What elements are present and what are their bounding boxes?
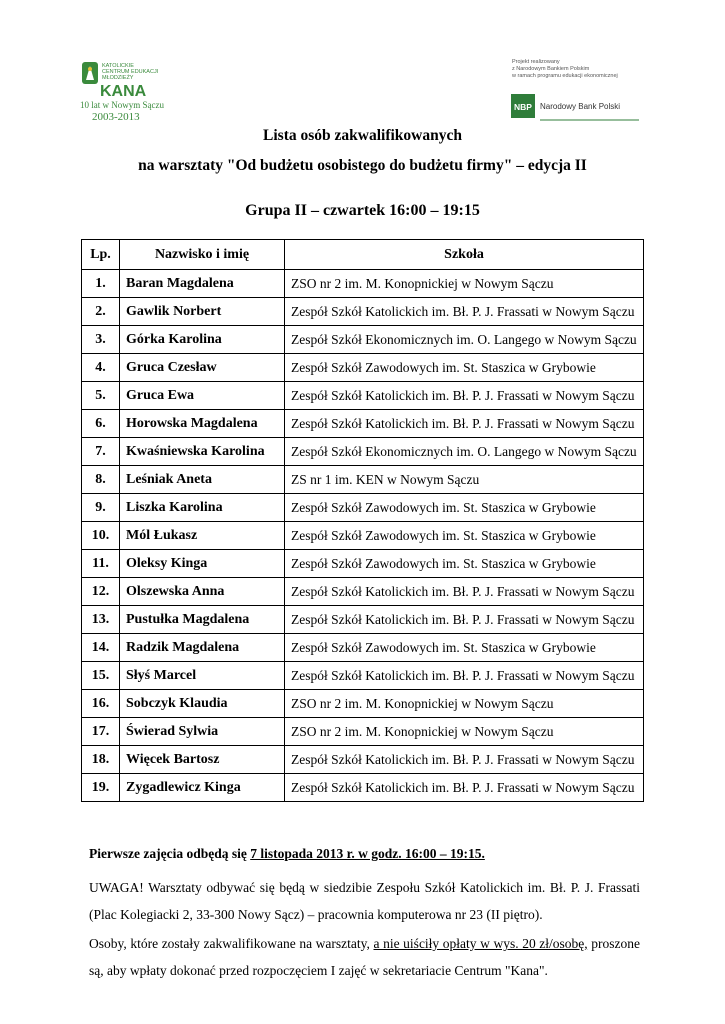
- row-school: Zespół Szkół Katolickich im. Bł. P. J. Frassati w Nowym Sączu: [285, 662, 644, 690]
- logo-years-text: 10 lat w Nowym Sączu: [80, 100, 164, 110]
- row-name: Liszka Karolina: [120, 494, 285, 522]
- table-body: [82, 270, 644, 802]
- row-school: ZSO nr 2 im. M. Konopnickiej w Nowym Sączu: [285, 690, 644, 718]
- participants-table: [81, 239, 644, 802]
- nbp-bank-name: Narodowy Bank Polski: [540, 102, 621, 111]
- row-lp: 13.: [82, 606, 120, 634]
- table-row: [82, 746, 644, 774]
- row-school: ZSO nr 2 im. M. Konopnickiej w Nowym Sączu: [285, 718, 644, 746]
- row-school: Zespół Szkół Katolickich im. Bł. P. J. Frassati w Nowym Sączu: [285, 298, 644, 326]
- table-header-row: [82, 240, 644, 270]
- row-lp: 8.: [82, 466, 120, 494]
- row-name: Świerad Sylwia: [120, 718, 285, 746]
- row-name: Gawlik Norbert: [120, 298, 285, 326]
- kana-emblem-icon: [80, 58, 175, 124]
- row-school: Zespół Szkół Zawodowych im. St. Staszica w Grybowie: [285, 522, 644, 550]
- row-school: ZSO nr 2 im. M. Konopnickiej w Nowym Sączu: [285, 270, 644, 298]
- row-lp: 2.: [82, 298, 120, 326]
- table-row: [82, 578, 644, 606]
- row-lp: 18.: [82, 746, 120, 774]
- table-row: [82, 354, 644, 382]
- row-name: Leśniak Aneta: [120, 466, 285, 494]
- table-row: [82, 494, 644, 522]
- row-school: Zespół Szkół Katolickich im. Bł. P. J. Frassati w Nowym Sączu: [285, 382, 644, 410]
- column-header-lp: Lp.: [82, 240, 120, 270]
- table-row: [82, 382, 644, 410]
- row-name: Pustułka Magdalena: [120, 606, 285, 634]
- row-name: Sobczyk Klaudia: [120, 690, 285, 718]
- row-lp: 17.: [82, 718, 120, 746]
- table-row: [82, 466, 644, 494]
- document-subtitle: na warsztaty "Od budżetu osobistego do budżetu firmy" – edycja II: [138, 157, 587, 174]
- row-school: Zespół Szkół Zawodowych im. St. Staszica w Grybowie: [285, 494, 644, 522]
- row-name: Kwaśniewska Karolina: [120, 438, 285, 466]
- row-lp: 16.: [82, 690, 120, 718]
- row-lp: 9.: [82, 494, 120, 522]
- nbp-badge: NBP: [514, 102, 532, 112]
- table-row: [82, 298, 644, 326]
- table-row: [82, 634, 644, 662]
- first-meeting-note: [89, 840, 640, 867]
- column-header-name: Nazwisko i imię: [120, 240, 285, 270]
- row-lp: 12.: [82, 578, 120, 606]
- first-meeting-date: 7 listopada 2013 r. w godz. 16:00 – 19:15.: [250, 846, 485, 861]
- row-lp: 11.: [82, 550, 120, 578]
- row-lp: 19.: [82, 774, 120, 802]
- row-lp: 3.: [82, 326, 120, 354]
- row-school: Zespół Szkół Zawodowych im. St. Staszica w Grybowie: [285, 550, 644, 578]
- logo-line3: MŁODZIEŻY: [102, 75, 134, 81]
- column-header-school: Szkoła: [285, 240, 644, 270]
- nbp-project-line3: w ramach programu edukacji ekonomicznej: [512, 73, 618, 79]
- row-lp: 6.: [82, 410, 120, 438]
- warning-note: UWAGA! Warsztaty odbywać się będą w siedzibie Zespołu Szkół Katolickich im. Bł. P. J. Frassati (Plac Kolegiacki 2, 33-300 Nowy Sącz) – pracownia komputerowa nr 23 (II piętro).: [89, 880, 640, 922]
- row-school: ZS nr 1 im. KEN w Nowym Sączu: [285, 466, 644, 494]
- row-school: Zespół Szkół Zawodowych im. St. Staszica w Grybowie: [285, 354, 644, 382]
- payment-prefix: Osoby, które zostały zakwalifikowane na warsztaty,: [89, 936, 374, 951]
- row-name: Gruca Czesław: [120, 354, 285, 382]
- table-row: [82, 606, 644, 634]
- logo-line2: CENTRUM EDUKACJI: [102, 69, 159, 75]
- table-row: [82, 410, 644, 438]
- table-row: [82, 326, 644, 354]
- row-school: Zespół Szkół Katolickich im. Bł. P. J. Frassati w Nowym Sączu: [285, 410, 644, 438]
- row-school: Zespół Szkół Katolickich im. Bł. P. J. Frassati w Nowym Sączu: [285, 578, 644, 606]
- row-school: Zespół Szkół Ekonomicznych im. O. Langego w Nowym Sączu: [285, 326, 644, 354]
- logo-line1: KATOLICKIE: [102, 63, 134, 69]
- kana-logo: [80, 58, 175, 124]
- payment-suffix: proszone są, aby wpłaty dokonać przed rozpoczęciem I zajęć w sekretariacie Centrum "Kana".: [89, 936, 641, 978]
- row-name: Górka Karolina: [120, 326, 285, 354]
- nbp-project-line1: Projekt realizowany: [512, 59, 560, 65]
- nbp-emblem-icon: [511, 56, 641, 122]
- row-lp: 7.: [82, 438, 120, 466]
- payment-amount: a nie uiściły opłaty w wys. 20 zł/osobę,: [373, 936, 588, 951]
- nbp-project-line2: z Narodowym Bankiem Polskim: [512, 66, 590, 72]
- row-name: Baran Magdalena: [120, 270, 285, 298]
- row-school: Zespół Szkół Zawodowych im. St. Staszica w Grybowie: [285, 634, 644, 662]
- row-lp: 4.: [82, 354, 120, 382]
- document-title: Lista osób zakwalifikowanych: [263, 127, 462, 144]
- row-name: Gruca Ewa: [120, 382, 285, 410]
- logo-brand: KANA: [100, 83, 147, 100]
- row-name: Więcek Bartosz: [120, 746, 285, 774]
- row-name: Horowska Magdalena: [120, 410, 285, 438]
- table-row: [82, 718, 644, 746]
- row-name: Radzik Magdalena: [120, 634, 285, 662]
- row-name: Oleksy Kinga: [120, 550, 285, 578]
- logo-years: 2003-2013: [92, 111, 140, 123]
- row-name: Słyś Marcel: [120, 662, 285, 690]
- row-school: Zespół Szkół Katolickich im. Bł. P. J. Frassati w Nowym Sączu: [285, 774, 644, 802]
- row-name: Zygadlewicz Kinga: [120, 774, 285, 802]
- table-row: [82, 662, 644, 690]
- nbp-logo: [511, 56, 641, 122]
- row-school: Zespół Szkół Katolickich im. Bł. P. J. Frassati w Nowym Sączu: [285, 606, 644, 634]
- row-lp: 15.: [82, 662, 120, 690]
- row-lp: 1.: [82, 270, 120, 298]
- table-row: [82, 522, 644, 550]
- row-lp: 5.: [82, 382, 120, 410]
- row-lp: 10.: [82, 522, 120, 550]
- table-row: [82, 550, 644, 578]
- row-lp: 14.: [82, 634, 120, 662]
- row-name: Mól Łukasz: [120, 522, 285, 550]
- table-row: [82, 270, 644, 298]
- group-heading: Grupa II – czwartek 16:00 – 19:15: [245, 202, 480, 219]
- table-row: [82, 690, 644, 718]
- table-row: [82, 774, 644, 802]
- row-school: Zespół Szkół Ekonomicznych im. O. Langego w Nowym Sączu: [285, 438, 644, 466]
- row-school: Zespół Szkół Katolickich im. Bł. P. J. Frassati w Nowym Sączu: [285, 746, 644, 774]
- row-name: Olszewska Anna: [120, 578, 285, 606]
- payment-note: [89, 930, 640, 984]
- first-meeting-prefix: Pierwsze zajęcia odbędą się: [89, 846, 251, 861]
- table-row: [82, 438, 644, 466]
